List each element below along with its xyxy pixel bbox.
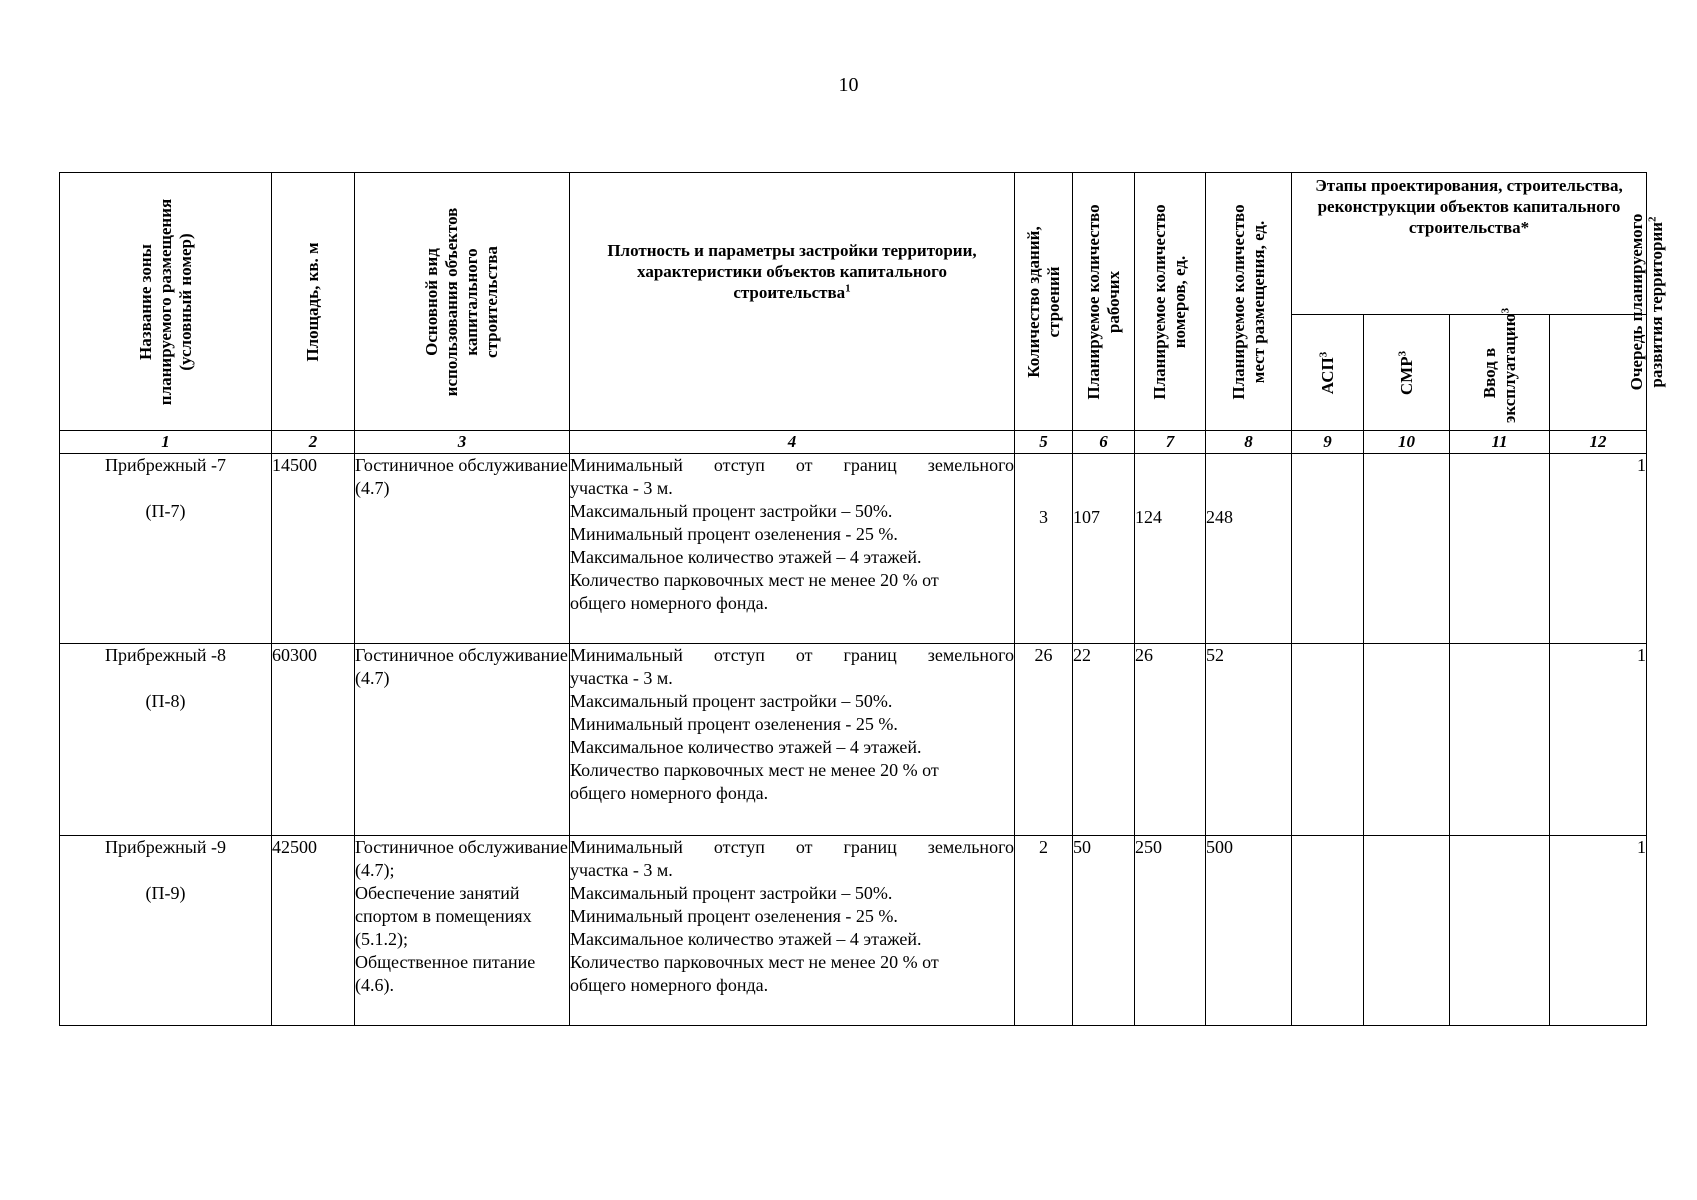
param-line: участка - 3 м. (570, 860, 673, 880)
zones-table (59, 172, 1667, 1026)
col-number: 8 (1206, 431, 1292, 454)
header-parameters: Плотность и параметры застройки территории, характеристики объектов капитального строительства$^1$ (570, 173, 1015, 431)
param-line: Максимальное количество этажей – 4 этажей. (570, 737, 922, 757)
header-rooms: Планируемое количество номеров, ед. (1135, 173, 1206, 431)
smr-cell (1364, 836, 1450, 1026)
param-line: участка - 3 м. (570, 668, 673, 688)
header-asp: АСП$^3$ (1292, 315, 1364, 431)
usage-line: Гостиничное обслуживание (4.7); (355, 837, 568, 880)
param-line: Минимальный отступ от границ земельного (570, 837, 1014, 857)
param-line: Максимальное количество этажей – 4 этажей. (570, 929, 922, 949)
param-line: Минимальный процент озеленения - 25 %. (570, 714, 898, 734)
col-number: 3 (355, 431, 570, 454)
zone-code: (П-7) (145, 501, 186, 521)
header-usage: Основной вид использования объектов капитального строительства (355, 173, 570, 431)
zone-cell (60, 454, 272, 644)
usage-cell (355, 644, 570, 836)
param-line: Минимальный процент озеленения - 25 %. (570, 524, 898, 544)
queue-cell: 1 (1550, 644, 1647, 836)
area-cell: 60300 (272, 644, 355, 836)
header-workers: Планируемое количество рабочих (1073, 173, 1135, 431)
header-stages: Этапы проектирования, строительства, реконструкции объектов капитального строительства* (1292, 173, 1647, 315)
header-places: Планируемое количество мест размещения, ед. (1206, 173, 1292, 431)
column-numbers-row (60, 431, 1647, 454)
queue-cell: 1 (1550, 836, 1647, 1026)
workers-cell: 107 (1073, 454, 1135, 644)
col-number: 6 (1073, 431, 1135, 454)
places-cell: 52 (1206, 644, 1292, 836)
col-number: 4 (570, 431, 1015, 454)
zone-name: Прибрежный -9 (104, 837, 227, 857)
col-number: 12 (1550, 431, 1647, 454)
col-number: 1 (60, 431, 272, 454)
places-cell: 248 (1206, 454, 1292, 644)
zone-name: Прибрежный -7 (104, 455, 227, 475)
param-line: Количество парковочных мест не менее 20 % от общего номерного фонда. (570, 952, 939, 995)
zone-code: (П-9) (145, 883, 186, 903)
workers-cell: 22 (1073, 644, 1135, 836)
commission-cell (1450, 836, 1550, 1026)
area-cell: 14500 (272, 454, 355, 644)
buildings-cell: 3 (1015, 454, 1073, 644)
usage-line: Обеспечение занятий спортом в помещениях (5.1.2); (355, 883, 532, 949)
header-zone-name: Название зоны планируемого размещения (условный номер) (60, 173, 272, 431)
smr-cell (1364, 454, 1450, 644)
usage-cell (355, 454, 570, 644)
buildings-cell: 2 (1015, 836, 1073, 1026)
rooms-cell: 250 (1135, 836, 1206, 1026)
workers-cell: 50 (1073, 836, 1135, 1026)
asp-cell (1292, 644, 1364, 836)
rooms-cell: 26 (1135, 644, 1206, 836)
param-line: Максимальный процент застройки – 50%. (570, 883, 893, 903)
col-number: 7 (1135, 431, 1206, 454)
param-line: Количество парковочных мест не менее 20 % от общего номерного фонда. (570, 760, 939, 803)
col-number: 10 (1364, 431, 1450, 454)
param-line: Количество парковочных мест не менее 20 % от общего номерного фонда. (570, 570, 939, 613)
usage-cell (355, 836, 570, 1026)
header-commission: Ввод в эксплуатацию$^3$ (1450, 315, 1550, 431)
zone-name: Прибрежный -8 (104, 645, 227, 665)
header-area: Площадь, кв. м (272, 173, 355, 431)
asp-cell (1292, 836, 1364, 1026)
params-cell (570, 454, 1015, 644)
col-number: 9 (1292, 431, 1364, 454)
queue-cell: 1 (1550, 454, 1647, 644)
header-row-1: Название зоны планируемого размещения (условный номер) Площадь, кв. м Основной вид использования объектов капитального строительства Плотность и параметры застройки территории, характеристики объектов капитального строительства$^1$ Количество зданий, строений Планируемое количество рабочих Планируемое количество номеров, ед. Планируемое количество мест размещения, ед. Этапы проектирования, строительства, реконструкции объектов капитального строительства* Очередь планируемого развития территории$^2$ (60, 173, 1647, 315)
page-number: 10 (838, 74, 859, 96)
table-row (60, 836, 1647, 1026)
col-number: 5 (1015, 431, 1073, 454)
table-row (60, 644, 1647, 836)
header-buildings: Количество зданий, строений (1015, 173, 1073, 431)
param-line: участка - 3 м. (570, 478, 673, 498)
param-line: Минимальный процент озеленения - 25 %. (570, 906, 898, 926)
param-line: Максимальное количество этажей – 4 этажей. (570, 547, 922, 567)
smr-cell (1364, 644, 1450, 836)
rooms-cell: 124 (1135, 454, 1206, 644)
buildings-cell: 26 (1015, 644, 1073, 836)
zone-cell (60, 644, 272, 836)
commission-cell (1450, 454, 1550, 644)
places-cell: 500 (1206, 836, 1292, 1026)
col-number: 11 (1450, 431, 1550, 454)
col-number: 2 (272, 431, 355, 454)
zone-cell (60, 836, 272, 1026)
param-line: Максимальный процент застройки – 50%. (570, 501, 893, 521)
area-cell: 42500 (272, 836, 355, 1026)
commission-cell (1450, 644, 1550, 836)
usage-line: Общественное питание (4.6). (355, 952, 536, 995)
usage-line: Гостиничное обслуживание (4.7) (355, 645, 568, 688)
param-line: Минимальный отступ от границ земельного (570, 455, 1014, 475)
params-cell (570, 836, 1015, 1026)
asp-cell (1292, 454, 1364, 644)
zone-code: (П-8) (145, 691, 186, 711)
usage-line: Гостиничное обслуживание (4.7) (355, 455, 568, 498)
header-smr: СМР$^3$ (1364, 315, 1450, 431)
param-line: Минимальный отступ от границ земельного (570, 645, 1014, 665)
param-line: Максимальный процент застройки – 50%. (570, 691, 893, 711)
params-cell (570, 644, 1015, 836)
table-row (60, 454, 1647, 644)
